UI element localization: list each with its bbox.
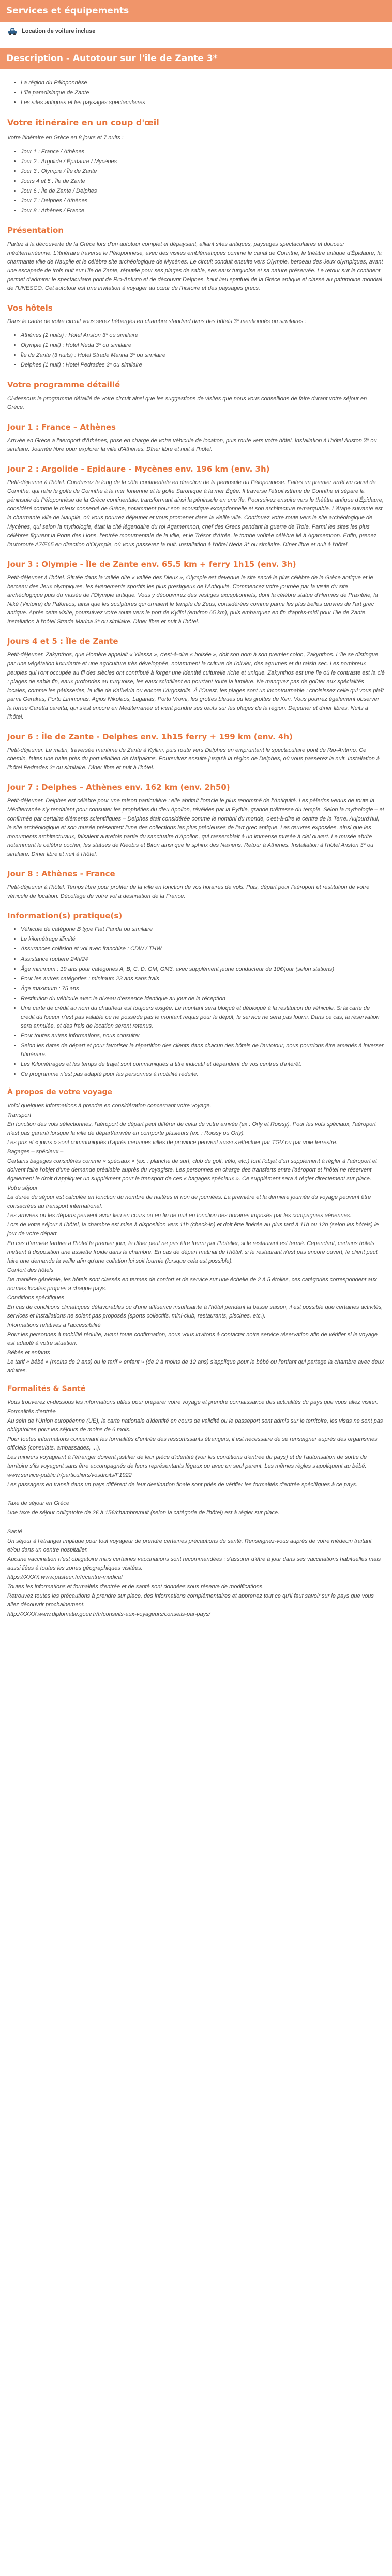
formalites-line[interactable]: https://XXXX.www.pasteur.fr/fr/centre-medical — [7, 1574, 123, 1580]
about-lines — [7, 1102, 385, 1375]
list-item: • Jour 1 : France / Athènes — [21, 148, 385, 156]
list-item: • Jour 2 : Argolide / Épidaure / Mycènes — [21, 157, 385, 166]
list-item: • Âge minimum : 19 ans pour catégories A, B, C, D, GM, GM3, avec supplément jeune conducteur de 10€/jour (selon stations) — [21, 965, 385, 974]
about-line: Pour les personnes à mobilité réduite, avant toute confirmation, nous vous invitons à contacter notre service réservation afin de vérifier si le voyage est adapté à votre situation. — [7, 1331, 378, 1347]
formalites-line: Vous trouverez ci-dessous les informations utiles pour préparer votre voyage et prendre connaissance des actualités du pays que vous allez visiter. — [7, 1399, 379, 1406]
formalites-line: Les mineurs voyageant à l'étranger doivent justifier de leur pièce d'identité (voir les conditions d'entrée du pays) et de l'autorisation de sortie de territoire s'ils voyagent sans être accompagnés de leurs représentants légaux ou avec un seul parent. Les mêmes règles s'appliquent au bébé. — [7, 1454, 367, 1470]
list-item: • Jour 6 : Île de Zante / Delphes — [21, 187, 385, 196]
day-title: Jour 2 : Argolide - Epidaure - Mycènes env. 196 km (env. 3h) — [7, 464, 270, 474]
list-item: • Jour 8 : Athènes / France — [21, 207, 385, 215]
day-text: Arrivée en Grèce à l'aéroport d'Athènes, prise en charge de votre véhicule de location, puis route vers votre hôtel. Installation à l'hôtel Ariston 3* ou similaire. Journée libre pour explorer la ville d'Athènes. Dîner libre et nuit à l'hôtel. — [7, 437, 377, 452]
list-item: • Assistance routière 24h/24 — [21, 955, 385, 964]
info-title: Information(s) pratique(s) — [7, 911, 123, 921]
list-item: • Assurances collision et vol avec franchise : CDW / THW — [21, 945, 385, 954]
about-line: En cas de conditions climatiques défavorables ou d'une affluence insuffisante à l'hôtel pendant la basse saison, il est possible que certaines activités, services et installations ne soient pas proposés (sports collectifs, mini-club, restaurants, piscines, etc.). — [7, 1304, 383, 1319]
description-content — [0, 69, 392, 1640]
description-header: Description - Autotour sur l'île de Zante 3* — [0, 48, 392, 69]
list-item: • Pour les autres catégories : minimum 23 ans sans frais — [21, 975, 385, 984]
list-item: • Jours 4 et 5 : Île de Zante — [21, 177, 385, 186]
list-item: • Restitution du véhicule avec le niveau d'essence identique au jour de la réception — [21, 994, 385, 1003]
list-item: • Selon les dates de départ et pour favoriser la répartition des clients dans chacun des hôtels de l'autotour, nous pourrions être amenés à inverser l'itinéraire. — [21, 1042, 385, 1059]
formalites-line: Toutes les informations et formalités d'entrée et de santé sont données sous réserve de modifications. — [7, 1583, 264, 1590]
list-item: • Jour 3 : Olympie / Île de Zante — [21, 167, 385, 176]
list-item: • Athènes (2 nuits) : Hotel Ariston 3* ou similaire — [21, 331, 385, 340]
list-item: • Pour toutes autres informations, nous consulter — [21, 1032, 385, 1041]
glance-intro: Votre itinéraire en Grèce en 8 jours et 7 nuits : — [7, 134, 124, 141]
formalites-line: Les passagers en transit dans un pays différent de leur destination finale sont priés de vérifier les formalités d'entrée spécifiques à ce pays. — [7, 1482, 358, 1488]
list-item: • Ce programme n'est pas adapté pour les personnes à mobilité réduite. — [21, 1070, 385, 1079]
formalites-line[interactable]: www.service-public.fr/particuliers/vosdroits/F1922 — [7, 1472, 132, 1479]
car-icon — [7, 27, 18, 36]
list-item: • Le kilométrage illimité — [21, 935, 385, 944]
about-line: Bagages – spécieux – — [7, 1149, 64, 1155]
about-line: Voici quelques informations à prendre en considération concernant votre voyage. — [7, 1102, 212, 1109]
about-line: Les arrivées ou les départs peuvent avoir lieu en cours ou en fin de nuit en fonction des horaires imposés par les compagnies aériennes. — [7, 1212, 352, 1219]
about-line: Informations relatives à l'accessibilité — [7, 1322, 101, 1328]
day-title: Jour 8 : Athènes - France — [7, 869, 115, 879]
about-line: En cas d'arrivée tardive à l'hôtel le premier jour, le dîner peut ne pas être fourni par l'hôtelier, si le restaurant est fermé. Cependant, certains hôtels mettent à disposition une assiette froide dans la chambre. En cas de départ matinal de l'hôtel, si le restaurant n'est pas encore ouvert, le client peut faire une demande la veille afin qu'une collation lui soit fournie (lorsque cela est possible). — [7, 1240, 378, 1264]
hotels-list — [7, 331, 385, 370]
program-intro: Ci-dessous le programme détaillé de votre circuit ainsi que les suggestions de visites que nous vous conseillons de faire durant votre séjour en Grèce. — [7, 395, 367, 411]
day-title: Jour 3 : Olympie - Île de Zante env. 65.5 km + ferry 1h15 (env. 3h) — [7, 559, 296, 569]
program-title: Votre programme détaillé — [7, 380, 120, 390]
hotels-title: Vos hôtels — [7, 303, 53, 313]
formalites-line: Une taxe de séjour obligatoire de 2€ à 15€/chambre/nuit (selon la catégorie de l'hôtel) est à régler sur place. — [7, 1510, 280, 1516]
day-title: Jour 1 : France – Athènes — [7, 422, 116, 432]
about-title: À propos de votre voyage — [7, 1088, 113, 1097]
list-item: • Les sites antiques et les paysages spectaculaires — [21, 98, 385, 107]
formalites-line: Retrouvez toutes les précautions à prendre sur place, des informations complémentaires et apprenez tout ce qu'il faut savoir sur le pays que vous allez découvrir prochainement. — [7, 1592, 374, 1608]
day-text: Petit-déjeuner. Zakynthos, que Homère appelait « Yliessa », c'est-à-dire « boisée », doit son nom à son premier colon, Zakynthos. L'île se distingue par une végétation luxuriante et une agriculture très développée, notamment la culture de l'olivier, des agrumes et du raisin sec. Les nombreux peuples qui l'ont occupée au fil des siècles ont contribué à forger une identité culturelle riche et unique. Zakynthos est une île où le contraste est la clé : plages de sable fin, eaux profondes au turquoise, les eaux scintillent en pourtant toute la lumière. Ne manquez pas de goûter aux spécialités locales, comme les pâtisseries, la ville de Kalivéria ou encore l'Argostolis. À l'Ouest, les plages sont un incontournable : choisissez celle qui vous plaît parmi Gerakas, Porto Limnionas, Agios Nikolaos, Laganas, Porto Vromi, les grottes bleues ou les grottes de Keri. Vous pourrez également observer la tortue Caretta caretta, qui s'est encore en Méditerranée et vient pondre ses œufs sur les plages de la région. Déjeuner et dîner libres. Nuits à l'hôtel. — [7, 652, 385, 720]
about-line: Certains bagages considérés comme « spéciaux » (ex. : planche de surf, club de golf, vélo, etc.) font l'objet d'un supplément à régler à l'aéroport et doivent faire l'objet d'une demande préalable auprès du voyagiste. Les personnes en charge des transferts entre l'aéroport et l'hôtel ne réservent également le droit d'appliquer un supplément pour le transport de ces « bagages spéciaux ». Ce supplément sera à régler directement sur place. — [7, 1158, 377, 1182]
list-item: • Olympie (1 nuit) : Hotel Neda 3* ou similaire — [21, 341, 385, 350]
day-text: Petit-déjeuner à l'hôtel. Conduisez le long de la côte continentale en direction de la péninsule du Péloponnèse. Faites un premier arrêt au canal de Corinthe, qui relie le golfe de Corinthe à la mer Ionienne et le golfe Saronique à la mer Égée. Il traverse l'étroit isthme de Corinthe et sépare la péninsule du Péloponnèse de la Grèce continentale, transformant ainsi la péninsule en une île. Poursuivez ensuite vers le théâtre antique d'Épidaure, considéré comme le mieux conservé de Grèce, notamment pour son acoustique exceptionnelle et son architecture remarquable. L'étape suivante est la charmante ville de Nauplie, où vous pourrez déjeuner et vous promener dans la vieille ville. Continuez votre route vers le site archéologique de Mycènes, qui selon la mythologie, était la cité légendaire du roi Agamemnon, chef des Grecs pendant la guerre de Troie. Parmi les sites les plus célèbres figurent la Porte des Lions, l'entrée monumentale de la ville, et le Trésor d'Atrée, le tombe voûtée célèbre lié à Agamemnon. Enfin, prenez l'autoroute A7/E65 en direction d'Olympie, où vous passerez la nuit. Installation à l'hôtel Neda 3* ou similaire. Dîner libre et nuit à l'hôtel. — [7, 479, 384, 548]
about-line: Conditions spécifiques — [7, 1294, 65, 1301]
day-text: Petit-déjeuner. Delphes est célèbre pour une raison particulière : elle abritait l'oracle le plus renommé de l'Antiquité. Les pèlerins venus de toute la Méditerranée s'y rendaient pour consulter les prophéties du dieu Apollon, révélées par la Pythie, grande prêtresse du temple. Selon la mythologie – et confirmée par certains éléments scientifiques – Delphes était considérée comme le nombril du monde, c'est-à-dire le centre de la Terre. Aujourd'hui, le site archéologique et son musée présentent l'une des collections les plus précieuses de l'art grec antique. Les œuvres exposées, ainsi que les monuments architecturaux, faisaient autrefois partie du sanctuaire d'Apollon, qui rassemblait à un immense musée à ciel ouvert. Le musée abrite notamment le célèbre cocher, les statues de Kléobis et Biton ainsi que le sphinx des Naxiens. Retour à Athènes. Installation à l'hôtel Ariston 3* ou similaire. Dîner libre et nuit à l'hôtel. — [7, 798, 384, 857]
list-item: • Jour 7 : Delphes / Athènes — [21, 197, 385, 206]
list-item: • Âge maximum : 75 ans — [21, 985, 385, 993]
formalites-line: Formalités d'entrée — [7, 1408, 56, 1415]
formalites-line — [7, 1518, 385, 1527]
about-line: Votre séjour — [7, 1185, 38, 1192]
formalites-line[interactable]: http://XXXX.www.diplomatie.gouv.fr/fr/conseils-aux-voyageurs/conseils-par-pays/ — [7, 1611, 210, 1617]
list-item: • Les Kilométrages et les temps de trajet sont communiqués à titre indicatif et dépendent de vos centres d'intérêt. — [21, 1060, 385, 1069]
formalites-line — [7, 1490, 385, 1499]
services-section — [0, 22, 392, 43]
services-header: Services et équipements — [0, 0, 392, 22]
about-line: Le tarif « bébé » (moins de 2 ans) ou le tarif « enfant » (de 2 à moins de 12 ans) s'applique pour le bébé ou l'enfant qui partage la chambre avec deux adultes. — [7, 1359, 384, 1374]
presentation-text: Partez à la découverte de la Grèce lors d'un autotour complet et dépaysant, alliant sites antiques, paysages spectaculaires et douceur méditerranéenne. L'itinéraire traverse le Péloponnèse, avec des visites emblématiques comme le canal de Corinthe, le théâtre antique d'Épidaure, la charmante ville de Nauplie et le célèbre site archéologique de Mycènes. Le circuit conduit ensuite vers Olympie, berceau des Jeux olympiques, avant une escapade de trois nuit sur l'île de Zante, réputée pour ses plages de sable, ses eaux turquoise et sa nature préservée. Le retour sur le continent permet d'admirer le spectaculaire pont de Rio-Antirrio et de découvrir Delphes, haut lieu spirituel de la Grèce antique et classé au patrimoine mondial de l'UNESCO. Cet autotour est une invitation à voyager au cœur de l'histoire et des paysages grecs. — [7, 241, 383, 291]
info-list — [7, 925, 385, 1079]
formalites-line: Santé — [7, 1528, 22, 1535]
day-text: Petit-déjeuner à l'hôtel. Temps libre pour profiter de la ville en fonction de vos horaires de vols. Puis, départ pour l'aéroport et restitution de votre véhicule de location. Décollage de votre vol à destination de la France. — [7, 884, 370, 900]
glance-title: Votre itinéraire en un coup d'œil — [7, 118, 159, 128]
about-line: Lors de votre séjour à l'hôtel, la chambre est mise à disposition vers 11h (check-in) et doit être libérée au plus tard à 11h ou 12h (selon les hôtels) le jour de votre départ. — [7, 1222, 379, 1237]
about-line: En fonction des vols sélectionnés, l'aéroport de départ peut différer de celui de votre arrivée (ex : Orly et Roissy). Pour les vols spéciaux, l'aéroport n'est pas garanti lorsque la ville de départ/arrivée en comporte plusieurs (ex. : Roissy ou Orly). — [7, 1121, 376, 1136]
about-line: Transport — [7, 1111, 32, 1118]
day-title: Jour 7 : Delphes – Athènes env. 162 km (env. 2h50) — [7, 783, 230, 793]
service-car-rental-label: Location de voiture incluse — [22, 28, 96, 35]
highlights-list — [7, 79, 385, 107]
list-item: • Une carte de crédit au nom du chauffeur est toujours exigée. Le montant sera bloqué et débloqué à la restitution du véhicule. Si la carte de crédit du loueur n'est pas valable ou ne possède pas le montant requis pour le dépôt, le service ne sera pas fourni. Dans ce cas, la réservation sera annulée, et des frais de location seront retenus. — [21, 1004, 385, 1031]
day-text: Petit-déjeuner à l'hôtel. Située dans la vallée dite « vallée des Dieux », Olympie est devenue le site sacré le plus célèbre de la Grèce antique et le berceau des Jeux olympiques, les événements sportifs les plus prestigieux de l'Antiquité. Commencez votre journée par la visite du site archéologique puis du musée de l'Olympie antique. Vous y découvrirez des vestiges exceptionnels, dont la célèbre statue d'Hermès de Praxitèle, la Niké (Victoire) de Païonios, ainsi que les sculptures qui ornaient le temple de Zeus, considérées comme parmi les plus belles œuvres de l'art grec antique. Après cette visite, poursuivez votre route vers le port de Kyllini (environ 65 km), puis embarquez en fin d'après-midi pour l'île de Zante. Installation à l'hôtel Strada Marina 3* ou similaire. Dîner libre et nuit à l'hôtel. — [7, 574, 378, 625]
formalites-line: Pour toutes informations concernant les formalités d'entrée des ressortissants étrangers, il est nécessaire de se renseigner auprès des organismes officiels (consulats, ambassades, ...). — [7, 1436, 378, 1452]
list-item: • Véhicule de catégorie B type Fiat Panda ou similaire — [21, 925, 385, 934]
formalites-line: Aucune vaccination n'est obligatoire mais certaines vaccinations sont recommandées : s'assurer d'être à jour dans ses vaccinations habituelles mais aussi liées à toutes les zones géographiques visitées. — [7, 1556, 381, 1571]
formalites-title: Formalités & Santé — [7, 1385, 86, 1394]
about-line: La durée du séjour est calculée en fonction du nombre de nuitées et non de journées. La première et la dernière journée du voyage peuvent être consacrées au transport international. — [7, 1194, 371, 1210]
list-item: • La région du Péloponnèse — [21, 79, 385, 87]
about-line: Bébés et enfants — [7, 1350, 50, 1356]
list-item: • L'île paradisiaque de Zante — [21, 89, 385, 97]
about-line: De manière générale, les hôtels sont classés en termes de confort et de service sur une échelle de 2 à 5 étoiles, ces catégories correspondent aux normes locales propres à chaque pays. — [7, 1276, 377, 1292]
list-item: • Île de Zante (3 nuits) : Hotel Strade Marina 3* ou similaire — [21, 351, 385, 360]
formalites-line: Au sein de l'Union européenne (UE), la carte nationale d'identité en cours de validité ou le passeport sont admis sur le territoire, les visas ne sont pas obligatoires pour les séjours de moins de 6 mois. — [7, 1417, 383, 1433]
day-title: Jours 4 et 5 : Île de Zante — [7, 637, 118, 647]
formalites-line: Taxe de séjour en Grèce — [7, 1500, 70, 1507]
list-item: • Delphes (1 nuit) : Hotel Pedrades 3* ou similaire — [21, 361, 385, 370]
day-text: Petit-déjeuner. Le matin, traversée maritime de Zante à Kyllini, puis route vers Delphes en empruntant le spectaculaire pont de Rio-Antirrio. Ce chemin, faites une halte près du port vénitien de Nafpaktos. Poursuivez ensuite jusqu'à la région de Delphes, où vous passerez la nuit. Installation à l'hôtel Pedrades 3* ou similaire. Dîner libre et nuit à l'hôtel. — [7, 747, 380, 771]
service-car-rental — [7, 27, 385, 36]
formalites-lines — [7, 1398, 385, 1619]
about-line: Les prix et « jours » sont communiqués d'après certaines villes de province peuvent aussi s'effectuer par TGV ou par voie terrestre. — [7, 1139, 338, 1146]
glance-days-list — [7, 148, 385, 215]
formalites-line: Un séjour à l'étranger implique pour tout voyageur de prendre certaines précautions de santé. Renseignez-vous auprès de votre médecin traitant et/ou dans un centre hospitalier. — [7, 1538, 372, 1553]
about-line: Confort des hôtels — [7, 1267, 54, 1274]
hotels-intro: Dans le cadre de votre circuit vous serez hébergés en chambre standard dans des hôtels 3* mentionnés ou similaires : — [7, 318, 307, 325]
day-title: Jour 6 : Île de Zante - Delphes env. 1h15 ferry + 199 km (env. 4h) — [7, 731, 293, 741]
presentation-title: Présentation — [7, 226, 64, 236]
